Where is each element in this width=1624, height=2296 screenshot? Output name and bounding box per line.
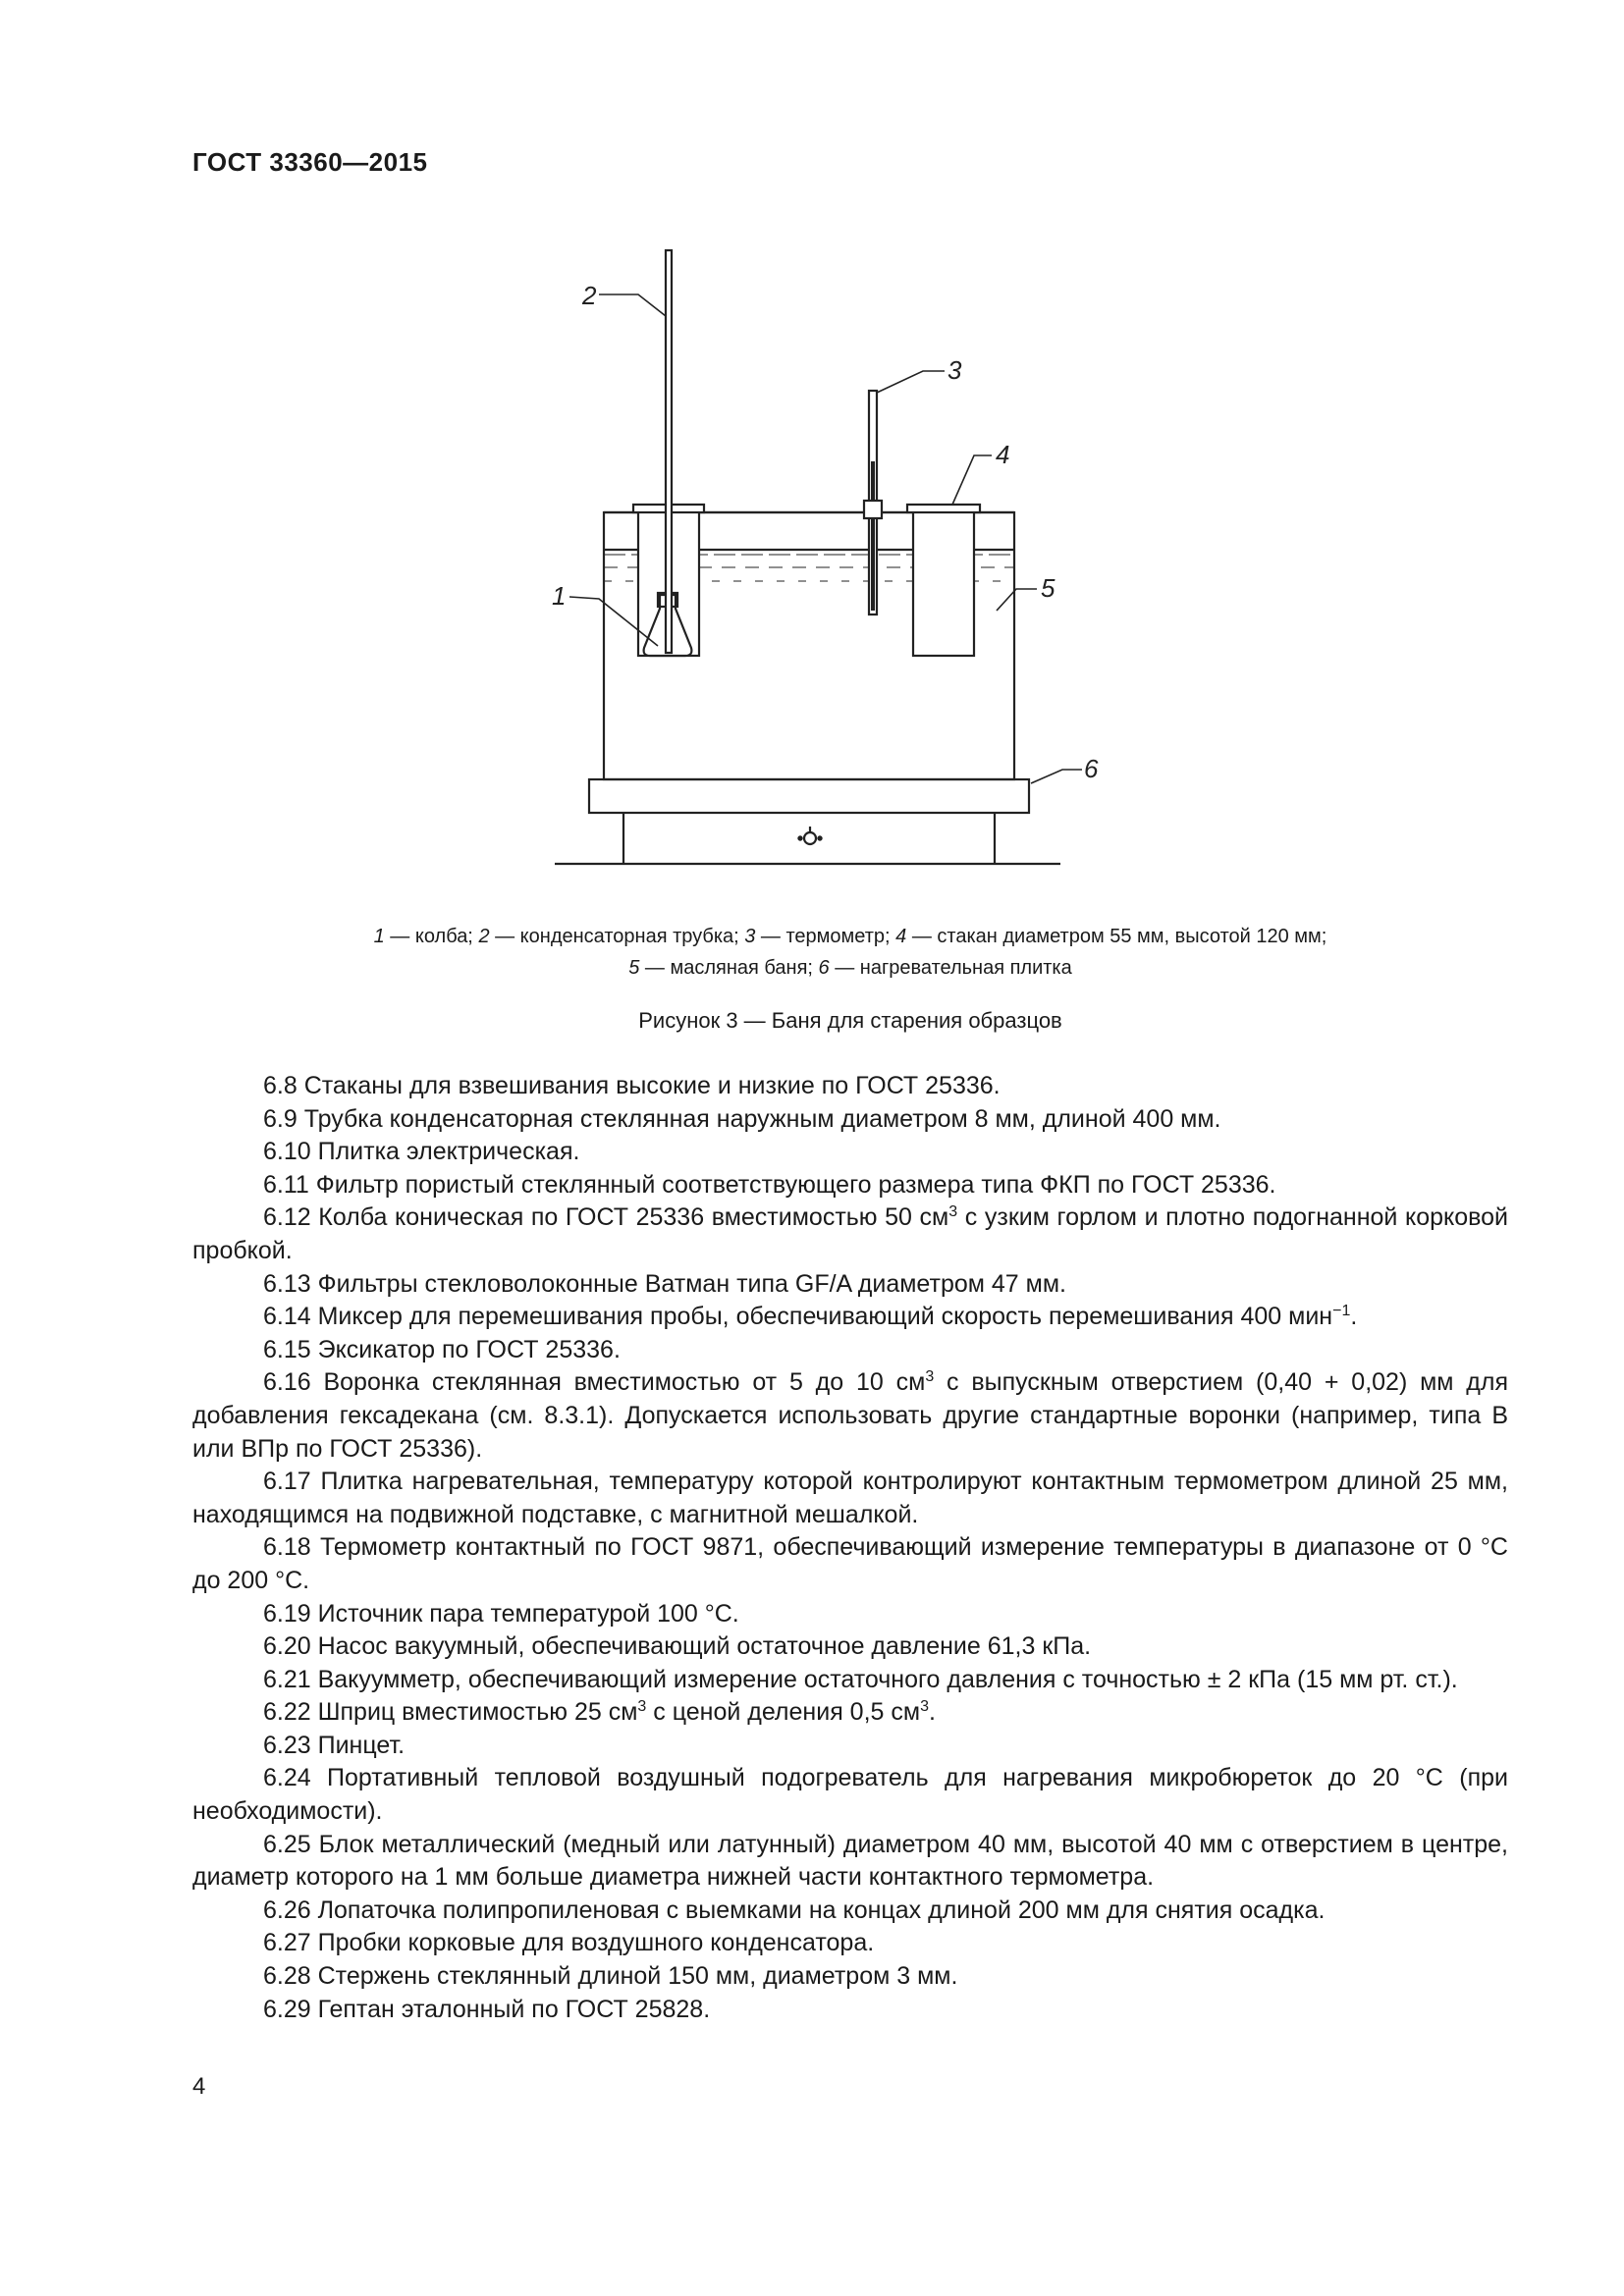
legend-text-5: — масляная баня; [639,957,819,979]
legend-num-3: 3 [744,926,756,947]
item-6-14-sup: −1 [1332,1303,1351,1320]
aging-bath-drawing [511,226,1100,893]
item-6-20: 6.20 Насос вакуумный, обеспечивающий остаточное давление 61,3 кПа. [263,1632,1092,1661]
item-6-12 [192,1201,1508,1267]
label-6: 6 [1084,754,1099,783]
item-6-12-sup: 3 [948,1203,958,1221]
item-6-21: 6.21 Вакуумметр, обеспечивающий измерение остаточного давления с точностью ± 2 кПа (15 мм рт. ст.). [263,1665,1458,1693]
item-6-18: 6.18 Термометр контактный по ГОСТ 9871, обеспечивающий измерение температуры в диапазоне от 0 °С до 200 °С. [192,1533,1508,1594]
item-6-9: 6.9 Трубка конденсаторная стеклянная наружным диаметром 8 мм, длиной 400 мм. [263,1104,1221,1133]
label-3: 3 [947,355,962,385]
item-6-29: 6.29 Гептан эталонный по ГОСТ 25828. [263,1995,711,2023]
legend-num-1: 1 [373,926,385,947]
item-6-26: 6.26 Лопаточка полипропиленовая с выемками на концах длиной 200 мм для снятия осадка. [263,1896,1326,1924]
item-6-27: 6.27 Пробки корковые для воздушного конденсатора. [263,1929,875,1957]
legend-line-1 [192,921,1508,952]
item-6-15: 6.15 Эксикатор по ГОСТ 25336. [263,1335,621,1363]
item-6-16 [192,1366,1508,1466]
figure-caption: Рисунок 3 — Баня для старения образцов [638,1008,1062,1033]
item-6-22 [192,1696,1508,1730]
item-6-16-sup: 3 [925,1368,935,1386]
figure-aging-bath [511,226,1100,893]
legend-num-2: 2 [478,926,490,947]
item-6-16-text-a: 6.16 Воронка стеклянная вместимостью от 5 до 10 см [263,1368,926,1397]
item-6-22-text-c: . [928,1698,936,1727]
item-6-12-text-b: с узким горлом и плотно подогнанной корковой пробкой. [192,1203,1509,1264]
condenser-tube [666,250,672,653]
item-6-28: 6.28 Стержень стеклянный длиной 150 мм, диаметром 3 мм. [263,1962,958,1991]
item-6-24: 6.24 Портативный тепловой воздушный подогреватель для нагревания микробюреток до 20 °С (при необходимости). [192,1764,1508,1826]
legend-num-5: 5 [628,957,640,979]
item-6-14-text-a: 6.14 Миксер для перемешивания пробы, обеспечивающий скорость перемешивания 400 мин [263,1303,1333,1331]
item-6-17: 6.17 Плитка нагревательная, температуру которой контролируют контактным термометром длиной 25 мм, находящимся на подвижной подставке, с магнитной мешалкой. [192,1468,1508,1528]
item-6-14-text-b: . [1350,1303,1358,1331]
label-4: 4 [996,440,1010,469]
item-6-23: 6.23 Пинцет. [263,1731,406,1759]
label-5: 5 [1041,573,1056,603]
beaker-right [913,508,974,656]
item-6-14 [192,1301,1508,1334]
item-6-22-text-b: с ценой деления 0,5 см [646,1698,921,1727]
legend-num-6: 6 [818,957,830,979]
legend-text-1: — колба; [384,926,479,947]
equipment-list [192,1070,1508,2026]
item-6-22-text-a: 6.22 Шприц вместимостью 25 см [263,1698,638,1727]
label-1: 1 [552,581,567,611]
legend-line-2 [192,952,1508,984]
item-6-16-text-b: с выпускным отверстием (0,40 + 0,02) мм для добавления гексадекана (см. 8.3.1). Допускается использовать другие стандартные воронки (например, типа В или ВПр по ГОСТ 25336). [192,1368,1509,1463]
item-6-12-text-a: 6.12 Колба коническая по ГОСТ 25336 вместимостью 50 см [263,1203,949,1232]
item-6-13: 6.13 Фильтры стекловолоконные Ватман типа GF/A диаметром 47 мм. [263,1269,1066,1298]
item-6-19: 6.19 Источник пара температурой 100 °С. [263,1599,739,1628]
legend-text-3: — термометр; [755,926,896,947]
legend-text-6: — нагревательная плитка [829,957,1072,979]
item-6-11: 6.11 Фильтр пористый стеклянный соответствующего размера типа ФКП по ГОСТ 25336. [263,1170,1276,1199]
item-6-22-sup-2: 3 [920,1698,929,1716]
legend-num-4: 4 [895,926,907,947]
item-6-8: 6.8 Стаканы для взвешивания высокие и низкие по ГОСТ 25336. [263,1072,1001,1099]
label-2: 2 [582,281,597,310]
legend-text-2: — конденсаторная трубка; [489,926,745,947]
heating-plate [589,779,1029,813]
item-6-25: 6.25 Блок металлический (медный или латунный) диаметром 40 мм, высотой 40 мм с отверстием в центре, диаметр которого на 1 мм больше диаметра нижней части контактного термометра. [192,1830,1508,1892]
legend-text-4: — стакан диаметром 55 мм, высотой 120 мм; [906,926,1327,947]
item-6-22-sup-1: 3 [637,1698,647,1716]
page-number: 4 [192,2073,206,2100]
standard-header: ГОСТ 33360—2015 [192,147,428,177]
figure-legend [192,921,1508,984]
item-6-10: 6.10 Плитка электрическая. [263,1138,580,1166]
